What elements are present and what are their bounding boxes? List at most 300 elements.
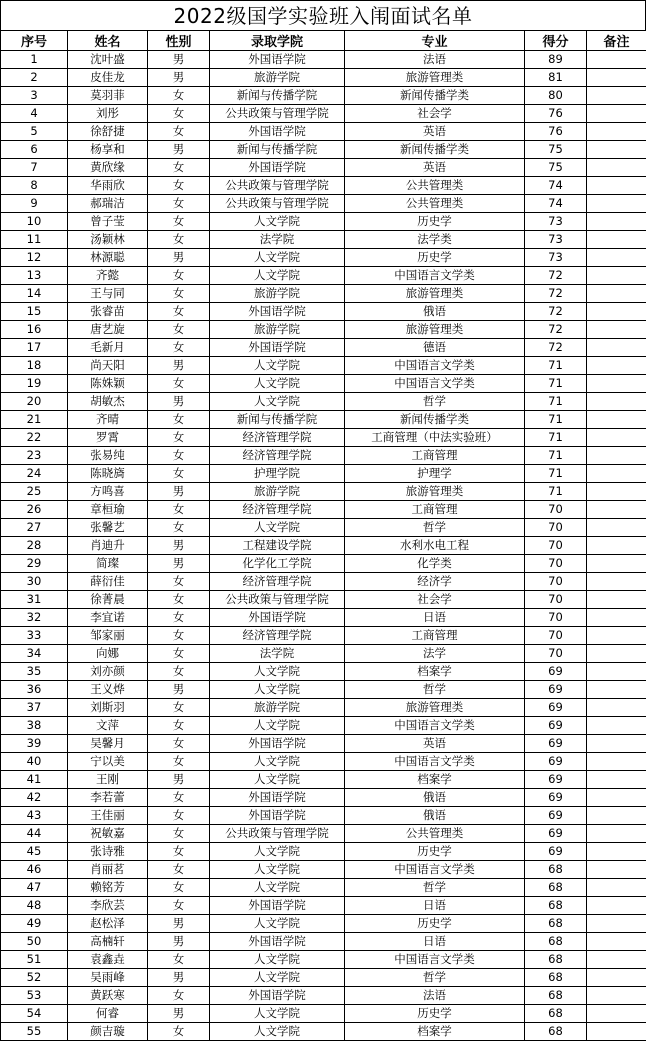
cell-college: 外国语学院 bbox=[210, 339, 345, 357]
cell-gender: 女 bbox=[148, 735, 210, 753]
cell-college: 新闻与传播学院 bbox=[210, 411, 345, 429]
header-remark: 备注 bbox=[587, 31, 646, 51]
cell-name: 徐菁晨 bbox=[68, 591, 148, 609]
cell-name: 林源聪 bbox=[68, 249, 148, 267]
cell-remark bbox=[587, 645, 646, 663]
cell-college: 化学化工学院 bbox=[210, 555, 345, 573]
cell-score: 70 bbox=[525, 519, 587, 537]
cell-college: 外国语学院 bbox=[210, 609, 345, 627]
table-row bbox=[1, 105, 646, 123]
cell-college: 人文学院 bbox=[210, 951, 345, 969]
cell-index: 10 bbox=[1, 213, 68, 231]
cell-score: 71 bbox=[525, 465, 587, 483]
cell-college: 法学院 bbox=[210, 645, 345, 663]
cell-remark bbox=[587, 321, 646, 339]
cell-remark bbox=[587, 879, 646, 897]
cell-remark bbox=[587, 177, 646, 195]
cell-major: 经济学 bbox=[345, 573, 525, 591]
table-row bbox=[1, 879, 646, 897]
cell-gender: 女 bbox=[148, 699, 210, 717]
cell-name: 黄跃寒 bbox=[68, 987, 148, 1005]
cell-score: 68 bbox=[525, 933, 587, 951]
cell-index: 37 bbox=[1, 699, 68, 717]
cell-remark bbox=[587, 915, 646, 933]
cell-college: 外国语学院 bbox=[210, 789, 345, 807]
cell-major: 档案学 bbox=[345, 771, 525, 789]
cell-name: 李宜诺 bbox=[68, 609, 148, 627]
cell-index: 45 bbox=[1, 843, 68, 861]
cell-college: 法学院 bbox=[210, 231, 345, 249]
cell-major: 哲学 bbox=[345, 393, 525, 411]
cell-gender: 女 bbox=[148, 519, 210, 537]
cell-score: 74 bbox=[525, 177, 587, 195]
cell-major: 社会学 bbox=[345, 105, 525, 123]
cell-name: 唐艺旋 bbox=[68, 321, 148, 339]
table-row bbox=[1, 501, 646, 519]
table-row bbox=[1, 393, 646, 411]
cell-index: 42 bbox=[1, 789, 68, 807]
cell-major: 新闻传播学类 bbox=[345, 411, 525, 429]
cell-name: 肖迪升 bbox=[68, 537, 148, 555]
cell-gender: 女 bbox=[148, 123, 210, 141]
cell-gender: 女 bbox=[148, 645, 210, 663]
header-name: 姓名 bbox=[68, 31, 148, 51]
cell-gender: 女 bbox=[148, 321, 210, 339]
cell-major: 公共管理类 bbox=[345, 825, 525, 843]
cell-gender: 男 bbox=[148, 249, 210, 267]
cell-gender: 男 bbox=[148, 51, 210, 69]
table-row bbox=[1, 339, 646, 357]
cell-index: 48 bbox=[1, 897, 68, 915]
table-row bbox=[1, 627, 646, 645]
cell-major: 历史学 bbox=[345, 249, 525, 267]
cell-name: 吴雨峰 bbox=[68, 969, 148, 987]
cell-major: 社会学 bbox=[345, 591, 525, 609]
cell-college: 公共政策与管理学院 bbox=[210, 825, 345, 843]
table-row bbox=[1, 447, 646, 465]
cell-index: 7 bbox=[1, 159, 68, 177]
cell-remark bbox=[587, 717, 646, 735]
table-row bbox=[1, 249, 646, 267]
cell-score: 68 bbox=[525, 987, 587, 1005]
cell-remark bbox=[587, 843, 646, 861]
cell-remark bbox=[587, 357, 646, 375]
cell-college: 工程建设学院 bbox=[210, 537, 345, 555]
cell-major: 历史学 bbox=[345, 1005, 525, 1023]
cell-score: 69 bbox=[525, 825, 587, 843]
cell-index: 14 bbox=[1, 285, 68, 303]
cell-gender: 男 bbox=[148, 771, 210, 789]
cell-remark bbox=[587, 591, 646, 609]
table-row bbox=[1, 69, 646, 87]
cell-college: 经济管理学院 bbox=[210, 573, 345, 591]
cell-major: 哲学 bbox=[345, 969, 525, 987]
cell-college: 护理学院 bbox=[210, 465, 345, 483]
cell-remark bbox=[587, 897, 646, 915]
cell-gender: 男 bbox=[148, 681, 210, 699]
cell-gender: 女 bbox=[148, 861, 210, 879]
cell-college: 人文学院 bbox=[210, 843, 345, 861]
cell-remark bbox=[587, 609, 646, 627]
table-row bbox=[1, 1023, 646, 1041]
cell-major: 旅游管理类 bbox=[345, 285, 525, 303]
table-row bbox=[1, 555, 646, 573]
cell-college: 人文学院 bbox=[210, 681, 345, 699]
table-row bbox=[1, 861, 646, 879]
cell-gender: 女 bbox=[148, 897, 210, 915]
cell-name: 高楠轩 bbox=[68, 933, 148, 951]
header-row bbox=[1, 31, 646, 51]
cell-remark bbox=[587, 519, 646, 537]
cell-score: 72 bbox=[525, 321, 587, 339]
cell-gender: 男 bbox=[148, 483, 210, 501]
cell-college: 外国语学院 bbox=[210, 123, 345, 141]
cell-name: 肖丽茗 bbox=[68, 861, 148, 879]
cell-college: 公共政策与管理学院 bbox=[210, 195, 345, 213]
cell-index: 20 bbox=[1, 393, 68, 411]
cell-major: 工商管理 bbox=[345, 501, 525, 519]
cell-name: 刘亦颜 bbox=[68, 663, 148, 681]
cell-name: 李若蕾 bbox=[68, 789, 148, 807]
cell-name: 王佳丽 bbox=[68, 807, 148, 825]
cell-gender: 女 bbox=[148, 303, 210, 321]
cell-name: 邹家丽 bbox=[68, 627, 148, 645]
cell-score: 68 bbox=[525, 897, 587, 915]
cell-remark bbox=[587, 807, 646, 825]
cell-gender: 女 bbox=[148, 879, 210, 897]
cell-gender: 女 bbox=[148, 159, 210, 177]
cell-college: 外国语学院 bbox=[210, 987, 345, 1005]
cell-gender: 女 bbox=[148, 987, 210, 1005]
cell-college: 新闻与传播学院 bbox=[210, 87, 345, 105]
cell-gender: 女 bbox=[148, 591, 210, 609]
cell-name: 齐懿 bbox=[68, 267, 148, 285]
cell-score: 71 bbox=[525, 357, 587, 375]
cell-score: 75 bbox=[525, 159, 587, 177]
cell-major: 哲学 bbox=[345, 681, 525, 699]
cell-gender: 女 bbox=[148, 951, 210, 969]
cell-remark bbox=[587, 627, 646, 645]
cell-index: 43 bbox=[1, 807, 68, 825]
cell-remark bbox=[587, 123, 646, 141]
cell-gender: 女 bbox=[148, 825, 210, 843]
cell-index: 24 bbox=[1, 465, 68, 483]
cell-college: 新闻与传播学院 bbox=[210, 141, 345, 159]
table-row bbox=[1, 987, 646, 1005]
cell-score: 69 bbox=[525, 699, 587, 717]
cell-major: 英语 bbox=[345, 159, 525, 177]
cell-remark bbox=[587, 465, 646, 483]
cell-remark bbox=[587, 573, 646, 591]
cell-gender: 女 bbox=[148, 501, 210, 519]
cell-index: 55 bbox=[1, 1023, 68, 1041]
cell-index: 22 bbox=[1, 429, 68, 447]
cell-college: 旅游学院 bbox=[210, 69, 345, 87]
cell-remark bbox=[587, 681, 646, 699]
cell-score: 70 bbox=[525, 645, 587, 663]
cell-name: 黄欣缘 bbox=[68, 159, 148, 177]
table-row bbox=[1, 843, 646, 861]
cell-remark bbox=[587, 699, 646, 717]
cell-index: 31 bbox=[1, 591, 68, 609]
cell-college: 人文学院 bbox=[210, 663, 345, 681]
cell-index: 21 bbox=[1, 411, 68, 429]
cell-index: 36 bbox=[1, 681, 68, 699]
cell-major: 旅游管理类 bbox=[345, 69, 525, 87]
cell-remark bbox=[587, 1023, 646, 1041]
cell-name: 莫羽菲 bbox=[68, 87, 148, 105]
cell-index: 54 bbox=[1, 1005, 68, 1023]
table-row bbox=[1, 1005, 646, 1023]
cell-name: 祝敏嘉 bbox=[68, 825, 148, 843]
header-score: 得分 bbox=[525, 31, 587, 51]
cell-index: 51 bbox=[1, 951, 68, 969]
cell-major: 俄语 bbox=[345, 789, 525, 807]
cell-score: 69 bbox=[525, 663, 587, 681]
cell-remark bbox=[587, 483, 646, 501]
cell-gender: 男 bbox=[148, 555, 210, 573]
cell-name: 沈叶盛 bbox=[68, 51, 148, 69]
cell-gender: 男 bbox=[148, 933, 210, 951]
cell-major: 旅游管理类 bbox=[345, 483, 525, 501]
cell-gender: 女 bbox=[148, 663, 210, 681]
table-row bbox=[1, 285, 646, 303]
cell-remark bbox=[587, 105, 646, 123]
cell-score: 68 bbox=[525, 861, 587, 879]
cell-remark bbox=[587, 249, 646, 267]
table-row bbox=[1, 231, 646, 249]
cell-major: 历史学 bbox=[345, 915, 525, 933]
cell-gender: 男 bbox=[148, 1005, 210, 1023]
table-row bbox=[1, 537, 646, 555]
cell-name: 皮佳龙 bbox=[68, 69, 148, 87]
cell-college: 人文学院 bbox=[210, 393, 345, 411]
cell-index: 3 bbox=[1, 87, 68, 105]
table-row bbox=[1, 429, 646, 447]
cell-score: 71 bbox=[525, 411, 587, 429]
cell-gender: 男 bbox=[148, 969, 210, 987]
table-row bbox=[1, 717, 646, 735]
table-row bbox=[1, 771, 646, 789]
cell-remark bbox=[587, 267, 646, 285]
cell-gender: 女 bbox=[148, 573, 210, 591]
cell-score: 76 bbox=[525, 105, 587, 123]
cell-name: 颜吉璇 bbox=[68, 1023, 148, 1041]
cell-college: 人文学院 bbox=[210, 519, 345, 537]
cell-score: 68 bbox=[525, 951, 587, 969]
cell-index: 4 bbox=[1, 105, 68, 123]
cell-score: 69 bbox=[525, 807, 587, 825]
table-row bbox=[1, 213, 646, 231]
cell-college: 旅游学院 bbox=[210, 321, 345, 339]
cell-major: 旅游管理类 bbox=[345, 699, 525, 717]
cell-index: 13 bbox=[1, 267, 68, 285]
cell-remark bbox=[587, 429, 646, 447]
cell-index: 28 bbox=[1, 537, 68, 555]
cell-score: 70 bbox=[525, 573, 587, 591]
cell-name: 章桓瑜 bbox=[68, 501, 148, 519]
cell-gender: 女 bbox=[148, 213, 210, 231]
cell-major: 护理学 bbox=[345, 465, 525, 483]
cell-index: 39 bbox=[1, 735, 68, 753]
cell-major: 中国语言文学类 bbox=[345, 717, 525, 735]
cell-index: 12 bbox=[1, 249, 68, 267]
cell-score: 71 bbox=[525, 375, 587, 393]
cell-score: 73 bbox=[525, 249, 587, 267]
cell-major: 俄语 bbox=[345, 807, 525, 825]
cell-college: 人文学院 bbox=[210, 861, 345, 879]
cell-gender: 女 bbox=[148, 285, 210, 303]
cell-remark bbox=[587, 231, 646, 249]
table-row bbox=[1, 681, 646, 699]
cell-score: 72 bbox=[525, 339, 587, 357]
cell-score: 68 bbox=[525, 1005, 587, 1023]
cell-score: 70 bbox=[525, 609, 587, 627]
cell-index: 19 bbox=[1, 375, 68, 393]
cell-score: 74 bbox=[525, 195, 587, 213]
cell-remark bbox=[587, 303, 646, 321]
cell-name: 王与同 bbox=[68, 285, 148, 303]
cell-index: 27 bbox=[1, 519, 68, 537]
cell-college: 外国语学院 bbox=[210, 807, 345, 825]
cell-gender: 女 bbox=[148, 231, 210, 249]
header-gender: 性别 bbox=[148, 31, 210, 51]
cell-college: 人文学院 bbox=[210, 717, 345, 735]
cell-gender: 女 bbox=[148, 411, 210, 429]
cell-college: 外国语学院 bbox=[210, 51, 345, 69]
cell-name: 胡敏杰 bbox=[68, 393, 148, 411]
cell-major: 历史学 bbox=[345, 843, 525, 861]
cell-major: 公共管理类 bbox=[345, 195, 525, 213]
cell-name: 方鸣喜 bbox=[68, 483, 148, 501]
cell-score: 68 bbox=[525, 915, 587, 933]
cell-major: 工商管理 bbox=[345, 627, 525, 645]
cell-gender: 女 bbox=[148, 789, 210, 807]
table-row bbox=[1, 663, 646, 681]
cell-college: 旅游学院 bbox=[210, 699, 345, 717]
cell-college: 经济管理学院 bbox=[210, 429, 345, 447]
cell-index: 5 bbox=[1, 123, 68, 141]
cell-score: 69 bbox=[525, 843, 587, 861]
table-row bbox=[1, 951, 646, 969]
cell-remark bbox=[587, 51, 646, 69]
cell-remark bbox=[587, 195, 646, 213]
cell-name: 华雨欣 bbox=[68, 177, 148, 195]
cell-major: 英语 bbox=[345, 735, 525, 753]
cell-name: 王义烨 bbox=[68, 681, 148, 699]
cell-remark bbox=[587, 969, 646, 987]
cell-index: 18 bbox=[1, 357, 68, 375]
table-row bbox=[1, 573, 646, 591]
table-row bbox=[1, 465, 646, 483]
table-row bbox=[1, 321, 646, 339]
table-row bbox=[1, 411, 646, 429]
cell-college: 外国语学院 bbox=[210, 735, 345, 753]
cell-index: 23 bbox=[1, 447, 68, 465]
cell-gender: 女 bbox=[148, 105, 210, 123]
cell-remark bbox=[587, 501, 646, 519]
cell-remark bbox=[587, 393, 646, 411]
cell-major: 中国语言文学类 bbox=[345, 357, 525, 375]
table-row bbox=[1, 483, 646, 501]
cell-major: 法语 bbox=[345, 987, 525, 1005]
cell-score: 76 bbox=[525, 123, 587, 141]
cell-name: 毛新月 bbox=[68, 339, 148, 357]
cell-remark bbox=[587, 447, 646, 465]
cell-college: 人文学院 bbox=[210, 1005, 345, 1023]
cell-name: 徐舒捷 bbox=[68, 123, 148, 141]
cell-major: 历史学 bbox=[345, 213, 525, 231]
cell-major: 法学类 bbox=[345, 231, 525, 249]
cell-score: 68 bbox=[525, 1023, 587, 1041]
sheet-title: 2022级国学实验班入闱面试名单 bbox=[0, 0, 646, 30]
cell-remark bbox=[587, 951, 646, 969]
cell-college: 公共政策与管理学院 bbox=[210, 177, 345, 195]
table-row bbox=[1, 375, 646, 393]
cell-major: 旅游管理类 bbox=[345, 321, 525, 339]
cell-name: 曾子莹 bbox=[68, 213, 148, 231]
cell-remark bbox=[587, 753, 646, 771]
cell-index: 50 bbox=[1, 933, 68, 951]
cell-remark bbox=[587, 411, 646, 429]
cell-name: 陈晓旖 bbox=[68, 465, 148, 483]
cell-major: 日语 bbox=[345, 609, 525, 627]
cell-score: 89 bbox=[525, 51, 587, 69]
cell-gender: 女 bbox=[148, 843, 210, 861]
cell-college: 外国语学院 bbox=[210, 933, 345, 951]
cell-name: 陈姝颖 bbox=[68, 375, 148, 393]
cell-score: 73 bbox=[525, 213, 587, 231]
cell-major: 哲学 bbox=[345, 879, 525, 897]
cell-score: 71 bbox=[525, 447, 587, 465]
table-row bbox=[1, 141, 646, 159]
cell-gender: 男 bbox=[148, 141, 210, 159]
cell-college: 人文学院 bbox=[210, 771, 345, 789]
cell-major: 法学 bbox=[345, 645, 525, 663]
cell-index: 29 bbox=[1, 555, 68, 573]
cell-remark bbox=[587, 213, 646, 231]
cell-index: 44 bbox=[1, 825, 68, 843]
header-index: 序号 bbox=[1, 31, 68, 51]
cell-remark bbox=[587, 987, 646, 1005]
cell-major: 公共管理类 bbox=[345, 177, 525, 195]
cell-index: 1 bbox=[1, 51, 68, 69]
cell-gender: 女 bbox=[148, 339, 210, 357]
cell-gender: 女 bbox=[148, 447, 210, 465]
cell-name: 文萍 bbox=[68, 717, 148, 735]
cell-name: 张睿苗 bbox=[68, 303, 148, 321]
cell-major: 日语 bbox=[345, 933, 525, 951]
cell-index: 30 bbox=[1, 573, 68, 591]
cell-name: 刘斯羽 bbox=[68, 699, 148, 717]
cell-remark bbox=[587, 933, 646, 951]
cell-name: 汤颖林 bbox=[68, 231, 148, 249]
cell-gender: 男 bbox=[148, 357, 210, 375]
table-row bbox=[1, 915, 646, 933]
cell-gender: 男 bbox=[148, 69, 210, 87]
cell-score: 68 bbox=[525, 969, 587, 987]
cell-major: 俄语 bbox=[345, 303, 525, 321]
cell-name: 宁以美 bbox=[68, 753, 148, 771]
table-row bbox=[1, 87, 646, 105]
cell-name: 简璨 bbox=[68, 555, 148, 573]
cell-major: 德语 bbox=[345, 339, 525, 357]
cell-remark bbox=[587, 825, 646, 843]
table-row bbox=[1, 735, 646, 753]
cell-score: 70 bbox=[525, 555, 587, 573]
cell-name: 杨享和 bbox=[68, 141, 148, 159]
cell-index: 41 bbox=[1, 771, 68, 789]
